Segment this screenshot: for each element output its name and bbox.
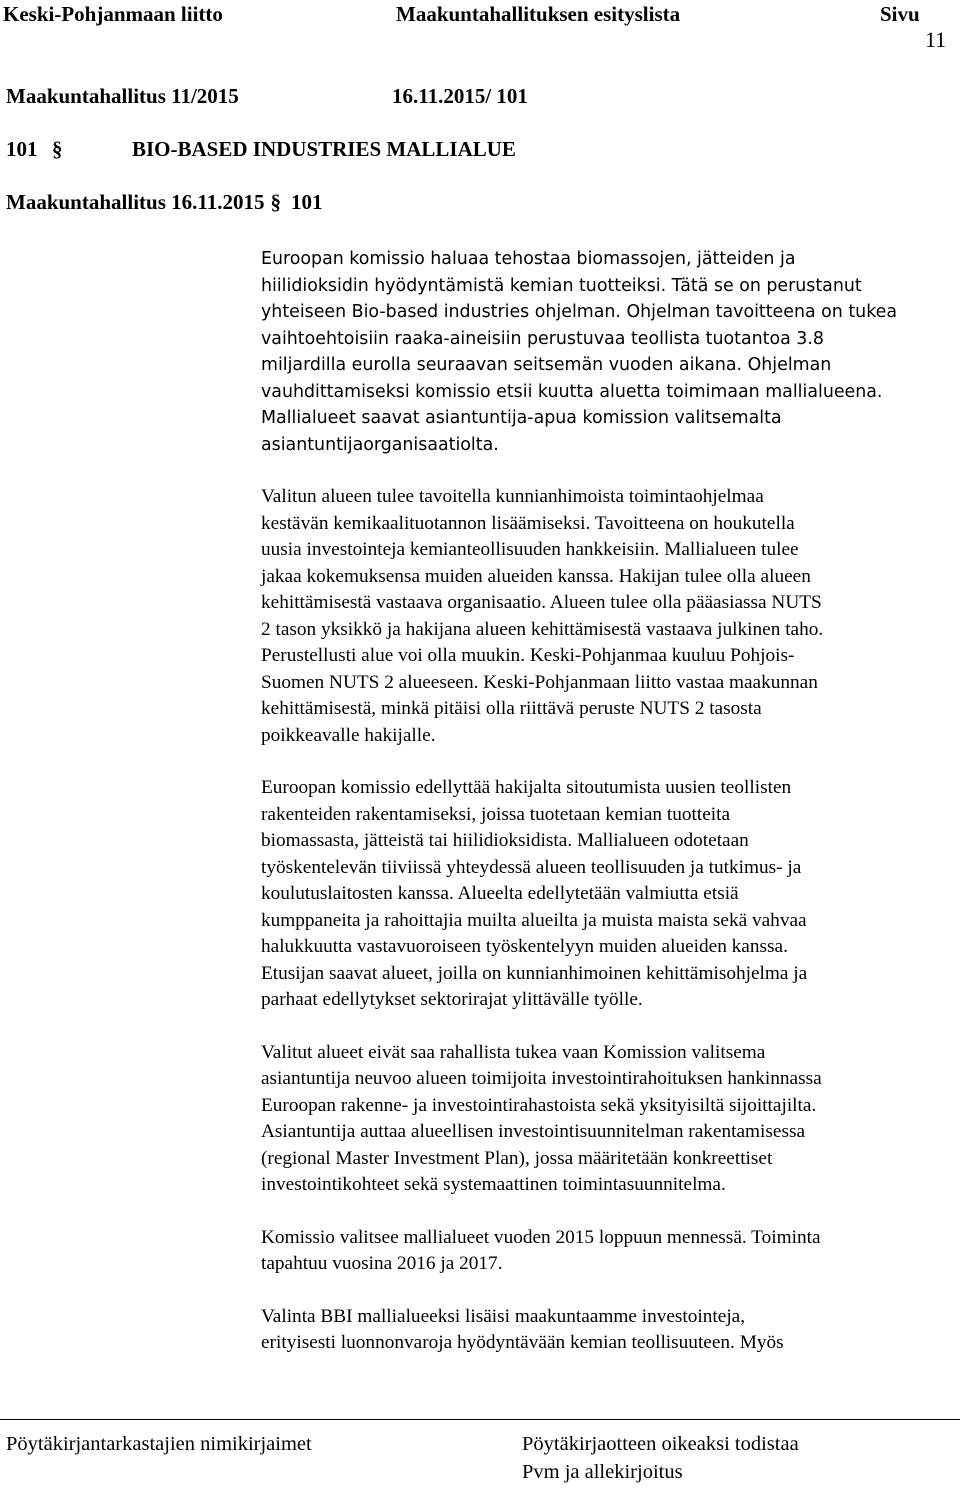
text-line: parhaat edellytykset sektorirajat ylittävälle työlle. xyxy=(261,989,643,1010)
text-line: Valinta BBI mallialueeksi lisäisi maakuntaamme investointeja, xyxy=(261,1305,746,1327)
text-line: Mallialueet saavat asiantuntija-apua komission valitsemalta xyxy=(261,408,782,428)
text-line: Etusijan saavat alueet, joilla on kunnianhimoinen kehittämisohjelma ja xyxy=(261,962,808,984)
body-paragraph xyxy=(261,1040,960,1199)
text-line: asiantuntija neuvoo alueen toimijoita investointirahoituksen hankinnassa xyxy=(261,1068,822,1089)
body-paragraph xyxy=(261,246,960,458)
header-page-label: Sivu xyxy=(880,2,920,26)
body-paragraph xyxy=(261,1304,960,1357)
text-line: vaihtoehtoisiin raaka-aineisiin perustuvaa teollista tuotantoa 3.8 xyxy=(261,328,824,349)
body-paragraph xyxy=(261,484,960,749)
footer-divider xyxy=(0,1419,960,1420)
text-line: Euroopan rakenne- ja investointirahastoista sekä yksityisiltä sijoittajilta. xyxy=(261,1094,817,1116)
text-line: Euroopan komissio edellyttää hakijalta sitoutumista uusien teollisten xyxy=(261,777,792,798)
header-page-number: 11 xyxy=(925,27,947,52)
text-line: biomassasta, jätteistä tai hiilidioksidista. Mallialueen odotetaan xyxy=(261,830,749,851)
footer-certification-label: Pöytäkirjaotteen oikeaksi todistaa xyxy=(522,1433,799,1455)
board-date-line xyxy=(6,190,322,214)
text-line: kehittämisestä vastaava organisaatio. Alueen tulee olla pääasiassa NUTS xyxy=(261,592,822,613)
text-line: Komissio valitsee mallialueet vuoden 2015 loppuun mennessä. Toiminta xyxy=(261,1226,821,1248)
item-title-line xyxy=(6,137,516,161)
text-line: investointikohteet sekä systemaattinen toimintasuunnitelma. xyxy=(261,1174,726,1195)
text-line: kumppaneita ja rahoittajia muilta alueilta ja muista maista sekä vahvaa xyxy=(261,909,807,931)
text-line: Valitun alueen tulee tavoitella kunnianhimoista toimintaohjelmaa xyxy=(261,486,764,507)
text-line: jakaa kokemuksensa muiden alueiden kanssa. Hakijan tulee olla alueen xyxy=(261,565,811,587)
item-number: 101 xyxy=(6,137,38,161)
text-line: asiantuntijaorganisaatiolta. xyxy=(261,434,499,455)
text-line: vauhdittamiseksi komissio etsii kuutta aluetta toimimaan mallialueena. xyxy=(261,381,883,402)
text-line: työskentelevän tiiviissä yhteydessä alueen teollisuuden ja tutkimus- ja xyxy=(261,856,802,878)
document-body xyxy=(261,246,960,1357)
text-line: miljardilla eurolla seuraavan seitsemän vuoden aikana. Ohjelman xyxy=(261,355,832,375)
header-organization: Keski-Pohjanmaan liitto xyxy=(3,2,223,26)
text-line: yhteiseen Bio-based industries ohjelman. Ohjelman tavoitteena on tukea xyxy=(261,302,897,322)
meeting-session-line xyxy=(6,84,528,108)
text-line: Asiantuntija auttaa alueellisen investointisuunnitelman rakentamisessa xyxy=(261,1121,806,1142)
text-line: 2 tason yksikkö ja hakijana alueen kehittämisestä vastaava julkinen taho. xyxy=(261,618,824,640)
text-line: Perustellusti alue voi olla muukin. Keski-Pohjanmaa kuuluu Pohjois- xyxy=(261,645,795,666)
text-line: (regional Master Investment Plan), jossa määritetään konkreettiset xyxy=(261,1147,773,1169)
text-line: erityisesti luonnonvaroja hyödyntävään kemian teollisuuteen. Myös xyxy=(261,1332,784,1353)
board-item: 101 xyxy=(290,190,323,214)
text-line: kehittämisestä, minkä pitäisi olla riittävä peruste NUTS 2 tasosta xyxy=(261,698,762,719)
footer-signature-label: Pvm ja allekirjoitus xyxy=(522,1461,683,1483)
board-date: Maakuntahallitus 16.11.2015 xyxy=(6,190,265,214)
text-line: Valitut alueet eivät saa rahallista tukea vaan Komission valitsema xyxy=(261,1041,766,1063)
section-mark: § xyxy=(270,190,281,214)
footer-initials-label: Pöytäkirjantarkastajien nimikirjaimet xyxy=(6,1433,312,1455)
text-line: hiilidioksidin hyödyntämistä kemian tuotteiksi. Tätä se on perustanut xyxy=(261,275,862,296)
text-line: rakenteiden rakentamiseksi, joissa tuotetaan kemian tuotteita xyxy=(261,803,731,825)
body-paragraph xyxy=(261,775,960,1014)
text-line: poikkeavalle hakijalle. xyxy=(261,724,436,746)
text-line: halukkuutta vastavuoroiseen työskentelyyn muiden alueiden kanssa. xyxy=(261,936,788,957)
text-line: Suomen NUTS 2 alueeseen. Keski-Pohjanmaan liitto vastaa maakunnan xyxy=(261,671,818,693)
item-title: BIO-BASED INDUSTRIES MALLIALUE xyxy=(132,137,516,161)
board-session: Maakuntahallitus 11/2015 xyxy=(6,84,239,108)
header-document-title: Maakuntahallituksen esityslista xyxy=(396,2,681,26)
text-line: Euroopan komissio haluaa tehostaa biomassojen, jätteiden ja xyxy=(261,249,796,269)
text-line: koulutuslaitosten kanssa. Alueelta edellytetään valmiutta etsiä xyxy=(261,883,739,904)
text-line: tapahtuu vuosina 2016 ja 2017. xyxy=(261,1253,503,1274)
section-mark: § xyxy=(52,137,63,161)
body-paragraph xyxy=(261,1225,960,1278)
date-section: 16.11.2015/ 101 xyxy=(392,84,528,108)
text-line: uusia investointeja kemianteollisuuden hankkeisiin. Mallialueen tulee xyxy=(261,539,799,560)
text-line: kestävän kemikaalituotannon lisäämiseksi. Tavoitteena on houkutella xyxy=(261,512,795,534)
